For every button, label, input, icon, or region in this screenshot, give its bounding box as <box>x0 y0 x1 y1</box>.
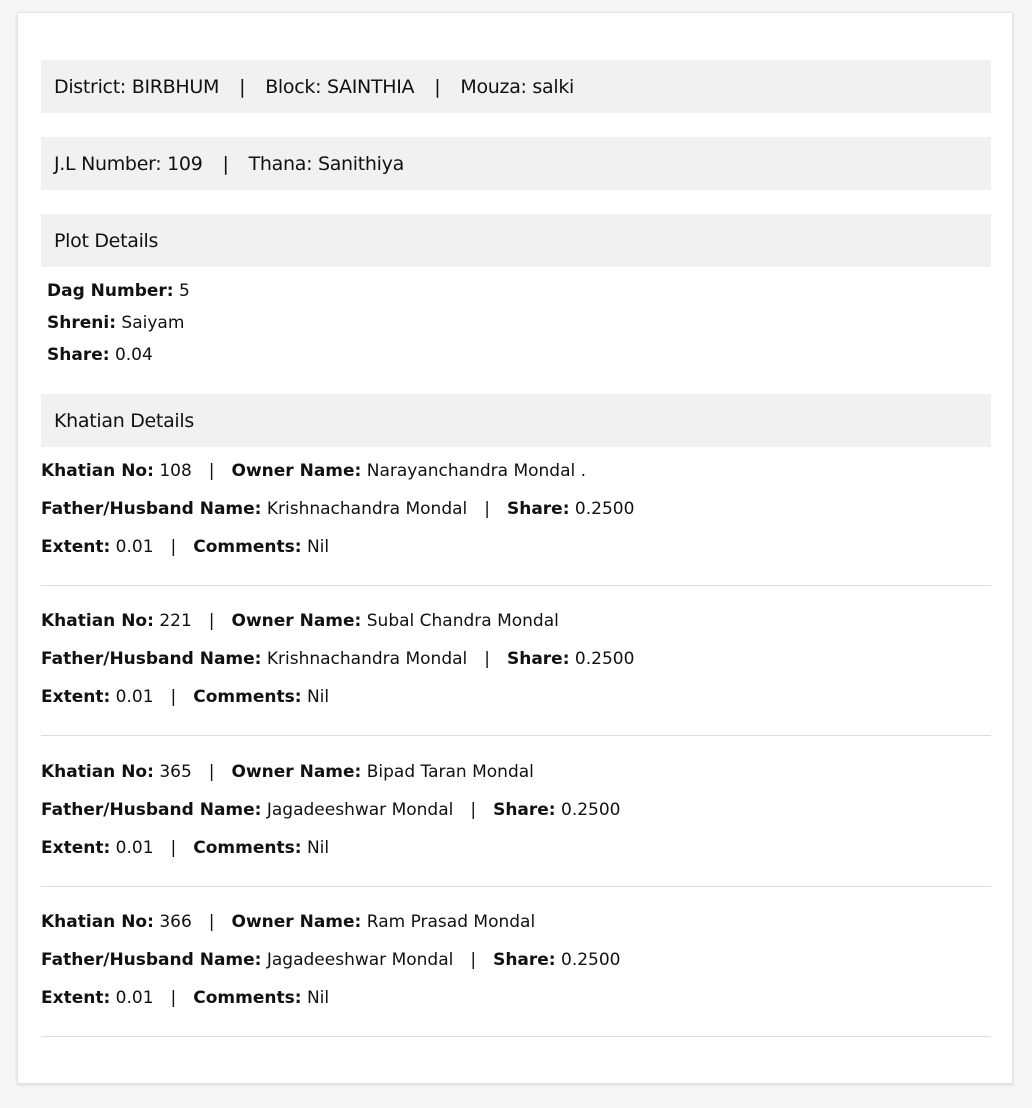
share-value: 0.2500 <box>561 800 621 820</box>
plot-details-title: Plot Details <box>54 229 159 252</box>
khatian-entry <box>41 753 991 887</box>
separator: | <box>484 649 490 669</box>
khatian-row-2 <box>41 791 991 829</box>
extent-value: 0.01 <box>115 687 154 707</box>
owner-name-value: Narayanchandra Mondal . <box>366 461 587 481</box>
khatian-no-label: Khatian No: <box>41 912 154 932</box>
mouza-label: Mouza: <box>460 75 527 98</box>
owner-name-value: Bipad Taran Mondal <box>366 762 534 782</box>
khatian-row-1 <box>41 903 991 941</box>
block-value: SAINTHIA <box>326 75 415 98</box>
comments-label: Comments: <box>193 537 302 557</box>
khatian-entry <box>41 903 991 1037</box>
khatian-no-value: 108 <box>159 461 192 481</box>
share-label: Share: <box>493 800 556 820</box>
owner-name-value: Ram Prasad Mondal <box>366 912 536 932</box>
separator: | <box>170 537 177 557</box>
khatian-details-title: Khatian Details <box>54 409 194 432</box>
owner-name-label: Owner Name: <box>231 611 362 631</box>
extent-label: Extent: <box>41 838 111 858</box>
separator: | <box>239 75 246 98</box>
comments-label: Comments: <box>193 988 302 1008</box>
share-value: 0.2500 <box>574 649 635 669</box>
father-husband-value: Krishnachandra Mondal <box>266 649 468 669</box>
comments-value: Nil <box>306 838 330 858</box>
shreni-row <box>47 307 190 339</box>
khatian-row-1 <box>41 602 991 640</box>
separator: | <box>484 499 490 519</box>
jl-value: 109 <box>167 152 203 175</box>
plot-share-row <box>47 339 190 371</box>
separator: | <box>470 950 477 970</box>
separator: | <box>208 611 215 631</box>
dag-number-value: 5 <box>179 281 190 301</box>
separator: | <box>208 912 215 932</box>
plot-details <box>47 275 190 371</box>
khatian-no-label: Khatian No: <box>41 461 154 481</box>
owner-name-value: Subal Chandra Mondal <box>366 611 559 631</box>
khatian-no-value: 365 <box>159 762 192 782</box>
khatian-no-label: Khatian No: <box>41 762 154 782</box>
thana-label: Thana: <box>248 152 313 175</box>
owner-name-label: Owner Name: <box>231 461 362 481</box>
khatian-row-3 <box>41 829 991 867</box>
plot-share-label: Share: <box>47 345 110 365</box>
separator: | <box>170 838 177 858</box>
khatian-details-heading <box>41 394 991 447</box>
khatian-row-3 <box>41 979 991 1017</box>
block-label: Block: <box>265 75 322 98</box>
comments-value: Nil <box>306 988 330 1008</box>
father-husband-value: Krishnachandra Mondal <box>266 499 468 519</box>
extent-value: 0.01 <box>115 838 154 858</box>
extent-label: Extent: <box>41 687 111 707</box>
father-husband-label: Father/Husband Name: <box>41 649 262 669</box>
share-label: Share: <box>493 950 556 970</box>
comments-value: Nil <box>306 687 330 707</box>
khatian-entry <box>41 602 991 736</box>
district-label: District: <box>54 75 126 98</box>
extent-value: 0.01 <box>115 988 154 1008</box>
separator: | <box>170 988 177 1008</box>
separator: | <box>470 800 477 820</box>
owner-name-label: Owner Name: <box>231 912 362 932</box>
khatian-row-1 <box>41 452 991 490</box>
separator: | <box>208 461 215 481</box>
shreni-label: Shreni: <box>47 313 116 333</box>
khatian-entry <box>41 452 991 586</box>
extent-value: 0.01 <box>115 537 154 557</box>
khatian-no-label: Khatian No: <box>41 611 154 631</box>
share-label: Share: <box>506 499 570 519</box>
khatian-no-value: 221 <box>159 611 192 631</box>
extent-label: Extent: <box>41 988 111 1008</box>
father-husband-label: Father/Husband Name: <box>41 499 262 519</box>
jl-thana-header <box>41 137 991 190</box>
jl-label: J.L Number: <box>54 152 162 175</box>
khatian-row-2 <box>41 941 991 979</box>
district-value: BIRBHUM <box>131 75 220 98</box>
plot-details-heading <box>41 214 991 267</box>
comments-value: Nil <box>306 537 330 557</box>
dag-number-label: Dag Number: <box>47 281 174 301</box>
thana-value: Sanithiya <box>317 152 404 175</box>
share-label: Share: <box>506 649 570 669</box>
father-husband-label: Father/Husband Name: <box>41 950 262 970</box>
plot-share-value: 0.04 <box>114 345 153 365</box>
share-value: 0.2500 <box>561 950 621 970</box>
location-header <box>41 60 991 113</box>
extent-label: Extent: <box>41 537 111 557</box>
khatian-row-2 <box>41 490 991 528</box>
father-husband-value: Jagadeeshwar Mondal <box>266 950 454 970</box>
khatian-row-3 <box>41 678 991 716</box>
separator: | <box>222 152 229 175</box>
khatian-row-1 <box>41 753 991 791</box>
separator: | <box>170 687 177 707</box>
khatian-row-2 <box>41 640 991 678</box>
shreni-value: Saiyam <box>121 313 185 333</box>
owner-name-label: Owner Name: <box>231 762 362 782</box>
mouza-value: salki <box>532 75 575 98</box>
record-card <box>17 12 1013 1084</box>
comments-label: Comments: <box>193 838 302 858</box>
khatian-no-value: 366 <box>159 912 192 932</box>
father-husband-value: Jagadeeshwar Mondal <box>266 800 454 820</box>
father-husband-label: Father/Husband Name: <box>41 800 262 820</box>
share-value: 0.2500 <box>574 499 635 519</box>
khatian-row-3 <box>41 528 991 566</box>
dag-number-row <box>47 275 190 307</box>
comments-label: Comments: <box>193 687 302 707</box>
separator: | <box>434 75 441 98</box>
separator: | <box>208 762 215 782</box>
